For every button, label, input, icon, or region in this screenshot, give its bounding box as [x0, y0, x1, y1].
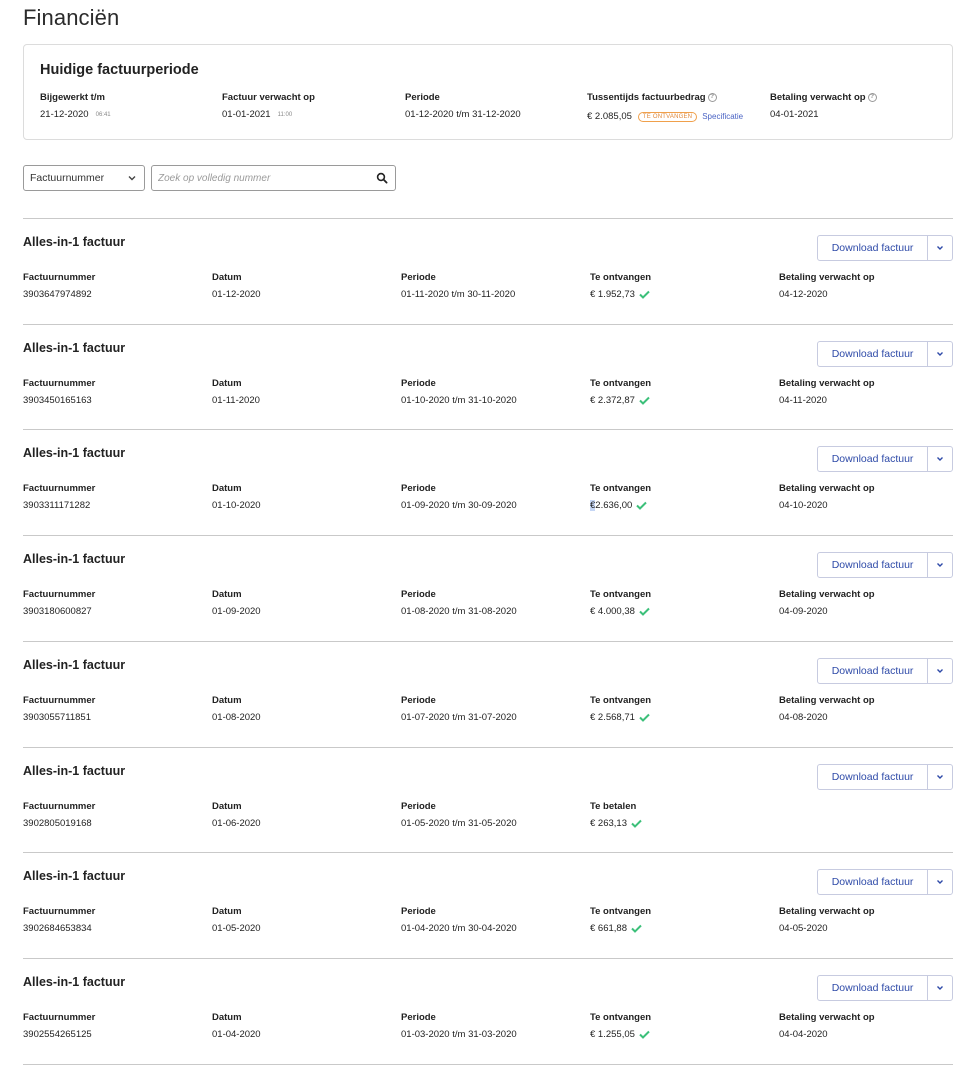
- chevron-down-icon: [935, 560, 945, 570]
- specification-link[interactable]: Specificatie: [702, 112, 744, 121]
- invoice-item: [23, 852, 953, 958]
- download-invoice-button[interactable]: Download factuur: [831, 453, 914, 465]
- interim-column: [587, 92, 743, 122]
- chevron-down-icon: [935, 772, 945, 782]
- invoice-period-label: Periode: [401, 1012, 436, 1023]
- invoice-period-label: Periode: [401, 589, 436, 600]
- invoice-date-label: Datum: [212, 801, 242, 812]
- list-divider: [23, 1064, 953, 1065]
- invoice-date: 01-11-2020: [212, 395, 260, 406]
- invoice-period-label: Periode: [401, 272, 436, 283]
- current-period-label: Periode: [405, 92, 440, 103]
- search-box: [151, 165, 396, 191]
- expected-invoice-date: 01-01-2021: [222, 109, 271, 120]
- invoice-amount-label: Te betalen: [590, 801, 637, 812]
- invoice-item: [23, 535, 953, 641]
- invoice-payment-column: [779, 1012, 875, 1040]
- payment-expected-column: [770, 92, 877, 120]
- invoice-period-column: [401, 801, 517, 829]
- invoice-item: [23, 747, 953, 853]
- current-period-column: [405, 92, 521, 120]
- updated-label: Bijgewerkt t/m: [40, 92, 105, 103]
- chevron-down-icon: [935, 243, 945, 253]
- invoice-title: Alles-in-1 factuur: [23, 975, 126, 989]
- invoice-amount: 2.636,00: [595, 500, 633, 511]
- download-options-button[interactable]: [927, 976, 952, 1000]
- expected-invoice-label: Factuur verwacht op: [222, 92, 315, 103]
- search-input[interactable]: [152, 166, 362, 190]
- interim-label-text: Tussentijds factuurbedrag: [587, 92, 706, 103]
- check-icon: [639, 1030, 650, 1039]
- amount-currency-selected: €: [590, 500, 596, 511]
- invoice-period: 01-11-2020 t/m 30-11-2020: [401, 289, 516, 300]
- invoice-amount-label: Te ontvangen: [590, 1012, 652, 1023]
- invoice-amount-value: [590, 395, 651, 406]
- invoice-amount-label: Te ontvangen: [590, 695, 652, 706]
- current-period-card: [23, 44, 953, 140]
- invoice-number: 3903055711851: [23, 712, 91, 723]
- chevron-down-icon: [935, 666, 945, 676]
- invoice-payment-label: Betaling verwacht op: [779, 906, 875, 917]
- invoice-amount-column: [590, 483, 651, 511]
- invoice-title: Alles-in-1 factuur: [23, 235, 126, 249]
- payment-expected-label-text: Betaling verwacht op: [770, 92, 866, 103]
- invoice-payment-date: 04-12-2020: [779, 289, 828, 300]
- invoice-number-column: [23, 378, 95, 406]
- interim-label: [587, 92, 743, 103]
- invoice-amount: € 4.000,38: [590, 606, 635, 617]
- download-invoice-button[interactable]: Download factuur: [831, 665, 914, 677]
- invoice-title: Alles-in-1 factuur: [23, 658, 126, 672]
- expected-invoice-column: [222, 92, 315, 120]
- invoice-period-label: Periode: [401, 378, 436, 389]
- invoice-period-label: Periode: [401, 906, 436, 917]
- chevron-down-icon: [127, 173, 137, 183]
- invoice-period: 01-10-2020 t/m 31-10-2020: [401, 395, 517, 406]
- invoice-period-column: [401, 589, 517, 617]
- payment-expected-label: [770, 92, 877, 103]
- download-invoice-button-group: [817, 341, 953, 367]
- invoice-date-column: [212, 589, 261, 617]
- invoice-amount-column: [590, 906, 651, 934]
- invoice-amount-label: Te ontvangen: [590, 378, 652, 389]
- check-icon: [639, 713, 650, 722]
- updated-column: [40, 92, 111, 120]
- download-options-button[interactable]: [927, 342, 952, 366]
- invoice-amount: € 263,13: [590, 818, 627, 829]
- invoice-period-label: Periode: [401, 801, 436, 812]
- download-invoice-button[interactable]: Download factuur: [831, 771, 914, 783]
- invoice-number: 3903180600827: [23, 606, 92, 617]
- invoice-payment-date: 04-10-2020: [779, 500, 828, 511]
- check-icon: [639, 396, 650, 405]
- chevron-down-icon: [935, 983, 945, 993]
- invoice-title: Alles-in-1 factuur: [23, 446, 126, 460]
- invoice-date: 01-12-2020: [212, 289, 261, 300]
- download-options-button[interactable]: [927, 553, 952, 577]
- invoice-payment-date: 04-11-2020: [779, 395, 827, 406]
- invoice-date-label: Datum: [212, 695, 242, 706]
- invoice-number: 3902554265125: [23, 1029, 92, 1040]
- invoice-payment-column: [779, 589, 875, 617]
- invoice-amount-value: [590, 712, 651, 723]
- status-badge: TE ONTVANGEN: [638, 112, 697, 122]
- invoice-period-column: [401, 272, 515, 300]
- invoice-date-label: Datum: [212, 589, 242, 600]
- invoice-title: Alles-in-1 factuur: [23, 552, 126, 566]
- invoice-period-label: Periode: [401, 695, 436, 706]
- download-invoice-button[interactable]: Download factuur: [831, 348, 914, 360]
- download-options-button[interactable]: [927, 870, 952, 894]
- page-title: Financiën: [23, 5, 120, 30]
- search-icon[interactable]: [376, 172, 388, 184]
- invoice-period: 01-08-2020 t/m 31-08-2020: [401, 606, 517, 617]
- download-invoice-button-group: [817, 869, 953, 895]
- invoice-amount-column: [590, 378, 651, 406]
- invoice-number: 3902805019168: [23, 818, 92, 829]
- invoice-amount-value: [590, 923, 651, 934]
- invoice-amount: € 1.952,73: [590, 289, 635, 300]
- invoice-amount-label: Te ontvangen: [590, 589, 652, 600]
- updated-time: 06:41: [95, 111, 111, 118]
- current-period-value: 01-12-2020 t/m 31-12-2020: [405, 109, 521, 120]
- download-options-button[interactable]: [927, 447, 952, 471]
- check-icon: [631, 924, 642, 933]
- download-invoice-button-group: [817, 975, 953, 1001]
- invoice-payment-column: [779, 695, 875, 723]
- invoice-amount-label: Te ontvangen: [590, 483, 652, 494]
- download-invoice-button[interactable]: Download factuur: [831, 559, 914, 571]
- invoice-amount-value: [590, 500, 651, 511]
- invoice-period: 01-04-2020 t/m 30-04-2020: [401, 923, 517, 934]
- invoice-item: [23, 958, 953, 1064]
- invoice-period-column: [401, 906, 517, 934]
- filter-type-select[interactable]: [23, 165, 145, 191]
- invoice-date-label: Datum: [212, 483, 242, 494]
- invoice-amount: € 2.372,87: [590, 395, 635, 406]
- invoice-amount-column: [590, 272, 651, 300]
- interim-amount: € 2.085,05: [587, 111, 632, 122]
- updated-date: 21-12-2020: [40, 109, 89, 120]
- invoice-number: 3902684653834: [23, 923, 92, 934]
- filter-type-value: Factuurnummer: [30, 172, 105, 184]
- invoice-number-column: [23, 589, 95, 617]
- invoice-number: 3903311171282: [23, 500, 91, 511]
- invoice-number-label: Factuurnummer: [23, 272, 96, 283]
- invoice-number-label: Factuurnummer: [23, 801, 96, 812]
- invoice-payment-column: [779, 906, 875, 934]
- invoice-date: 01-08-2020: [212, 712, 261, 723]
- invoice-payment-label: Betaling verwacht op: [779, 695, 875, 706]
- check-icon: [639, 607, 650, 616]
- invoice-number-label: Factuurnummer: [23, 906, 96, 917]
- invoice-number: 3903647974892: [23, 289, 92, 300]
- download-options-button[interactable]: [927, 765, 952, 789]
- download-invoice-button-group: [817, 658, 953, 684]
- invoice-number-label: Factuurnummer: [23, 1012, 96, 1023]
- invoice-amount-label: Te ontvangen: [590, 906, 652, 917]
- chevron-down-icon: [935, 349, 945, 359]
- invoice-amount: € 2.568,71: [590, 712, 635, 723]
- invoice-period: 01-05-2020 t/m 31-05-2020: [401, 818, 517, 829]
- invoice-period-column: [401, 695, 517, 723]
- invoice-amount-column: [590, 589, 651, 617]
- payment-expected-date: 04-01-2021: [770, 109, 819, 120]
- invoice-number-label: Factuurnummer: [23, 589, 96, 600]
- invoice-amount-value: [590, 1029, 651, 1040]
- invoice-date: 01-04-2020: [212, 1029, 261, 1040]
- invoice-amount-column: [590, 1012, 651, 1040]
- invoice-date-column: [212, 483, 261, 511]
- interim-value: [587, 111, 743, 122]
- check-icon: [639, 290, 650, 299]
- invoice-payment-label: Betaling verwacht op: [779, 378, 875, 389]
- download-invoice-button-group: [817, 764, 953, 790]
- invoice-item: [23, 324, 953, 430]
- invoice-number-label: Factuurnummer: [23, 483, 96, 494]
- download-invoice-button-group: [817, 446, 953, 472]
- download-options-button[interactable]: [927, 236, 952, 260]
- invoice-amount-value: [590, 606, 651, 617]
- invoice-item: [23, 641, 953, 747]
- expected-invoice-value: [222, 109, 315, 120]
- invoice-payment-label: Betaling verwacht op: [779, 272, 875, 283]
- chevron-down-icon: [935, 454, 945, 464]
- invoice-amount-value: [590, 818, 642, 829]
- invoice-date-label: Datum: [212, 1012, 242, 1023]
- invoice-number-column: [23, 906, 95, 934]
- invoice-date-column: [212, 1012, 261, 1040]
- invoice-date-column: [212, 801, 261, 829]
- invoice-payment-label: Betaling verwacht op: [779, 1012, 875, 1023]
- invoice-date-column: [212, 695, 261, 723]
- invoice-date-label: Datum: [212, 378, 242, 389]
- invoice-number-label: Factuurnummer: [23, 378, 96, 389]
- invoice-number-column: [23, 483, 95, 511]
- help-icon[interactable]: ?: [868, 93, 877, 102]
- invoice-period-column: [401, 483, 517, 511]
- invoice-payment-date: 04-09-2020: [779, 606, 828, 617]
- invoice-payment-column: [779, 483, 875, 511]
- invoice-number-column: [23, 1012, 95, 1040]
- invoice-number-column: [23, 695, 95, 723]
- updated-value: [40, 109, 111, 120]
- invoice-date: 01-05-2020: [212, 923, 261, 934]
- invoice-item: [23, 218, 953, 324]
- help-icon[interactable]: ?: [708, 93, 717, 102]
- invoice-item: [23, 429, 953, 535]
- invoice-payment-label: Betaling verwacht op: [779, 589, 875, 600]
- invoice-number: 3903450165163: [23, 395, 92, 406]
- download-invoice-button-group: [817, 552, 953, 578]
- chevron-down-icon: [935, 877, 945, 887]
- download-invoice-button[interactable]: Download factuur: [831, 242, 914, 254]
- invoice-number-column: [23, 801, 95, 829]
- invoice-title: Alles-in-1 factuur: [23, 764, 126, 778]
- invoice-payment-date: 04-05-2020: [779, 923, 828, 934]
- invoice-period-column: [401, 1012, 517, 1040]
- invoice-payment-column: [779, 378, 875, 406]
- invoice-date: 01-10-2020: [212, 500, 261, 511]
- invoice-date-label: Datum: [212, 272, 242, 283]
- invoice-amount: € 1.255,05: [590, 1029, 635, 1040]
- expected-invoice-time: 11:00: [277, 111, 293, 118]
- invoice-date-column: [212, 272, 261, 300]
- download-invoice-button-group: [817, 235, 953, 261]
- invoice-date: 01-09-2020: [212, 606, 261, 617]
- invoice-period-column: [401, 378, 517, 406]
- invoice-amount-label: Te ontvangen: [590, 272, 652, 283]
- invoice-period: 01-03-2020 t/m 31-03-2020: [401, 1029, 517, 1040]
- check-icon: [631, 819, 642, 828]
- invoice-payment-column: [779, 272, 875, 300]
- invoice-amount-column: [590, 801, 642, 829]
- invoice-period-label: Periode: [401, 483, 436, 494]
- invoice-payment-label: Betaling verwacht op: [779, 483, 875, 494]
- invoice-amount: € 661,88: [590, 923, 627, 934]
- invoice-period: 01-07-2020 t/m 31-07-2020: [401, 712, 517, 723]
- invoice-title: Alles-in-1 factuur: [23, 869, 126, 883]
- download-invoice-button[interactable]: Download factuur: [831, 982, 914, 994]
- invoice-payment-date: 04-04-2020: [779, 1029, 828, 1040]
- download-invoice-button[interactable]: Download factuur: [831, 876, 914, 888]
- invoice-amount-column: [590, 695, 651, 723]
- invoice-number-column: [23, 272, 95, 300]
- invoice-date-column: [212, 906, 261, 934]
- invoice-period: 01-09-2020 t/m 30-09-2020: [401, 500, 517, 511]
- download-options-button[interactable]: [927, 659, 952, 683]
- invoice-payment-date: 04-08-2020: [779, 712, 828, 723]
- current-period-title: Huidige factuurperiode: [40, 62, 199, 78]
- check-icon: [636, 501, 647, 510]
- invoice-date: 01-06-2020: [212, 818, 261, 829]
- invoice-date-label: Datum: [212, 906, 242, 917]
- invoice-amount-value: [590, 289, 651, 300]
- invoice-date-column: [212, 378, 260, 406]
- invoice-number-label: Factuurnummer: [23, 695, 96, 706]
- invoice-title: Alles-in-1 factuur: [23, 341, 126, 355]
